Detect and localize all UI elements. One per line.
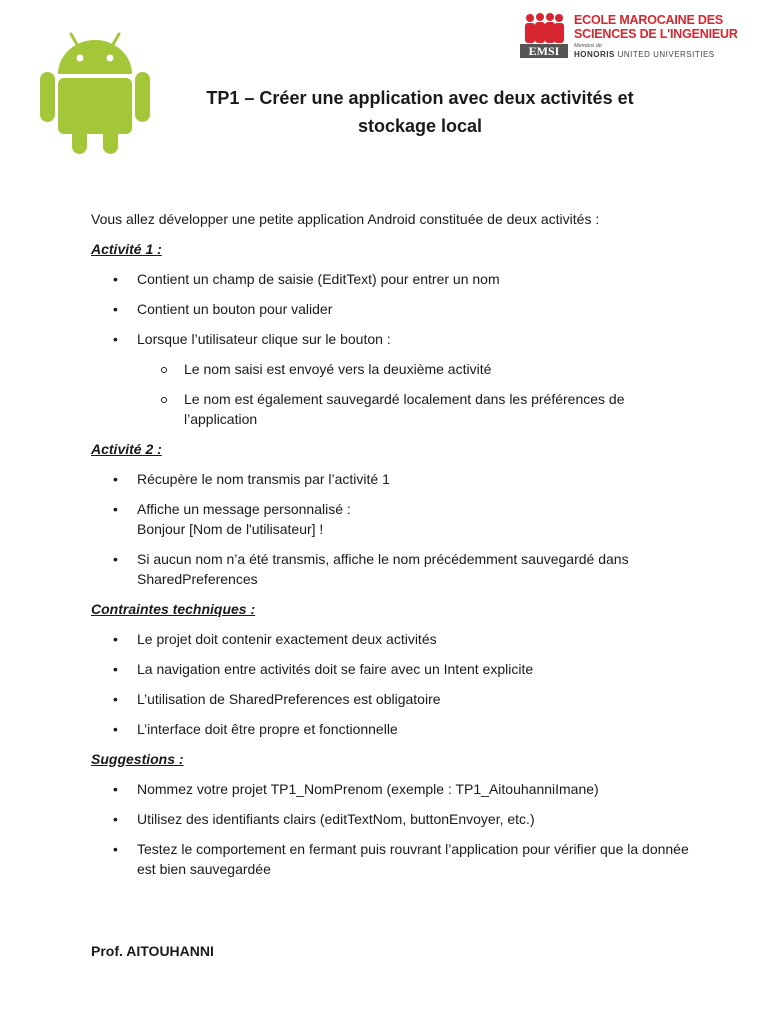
list-item: • Nommez votre projet TP1_NomPrenom (exemple : TP1_AitouhanniImane) <box>91 779 691 799</box>
list-item: • Utilisez des identifiants clairs (editTextNom, buttonEnvoyer, etc.) <box>91 809 691 829</box>
school-name-line2: SCIENCES DE L'INGENIEUR <box>574 27 738 41</box>
school-logo <box>520 12 738 62</box>
network-bold: HONORIS <box>574 50 615 59</box>
emsi-emblem-icon <box>520 12 568 60</box>
list-item: • Contient un bouton pour valider <box>91 299 691 319</box>
list-item: • Lorsque l’utilisateur clique sur le bouton : Le nom saisi est envoyé vers la deuxième activité Le nom est également sauvegardé localement dans les préférences de l’application <box>91 329 691 429</box>
sub-list-item: Le nom est également sauvegardé localement dans les préférences de l’application <box>137 389 691 429</box>
list-item: • Si aucun nom n’a été transmis, affiche le nom précédemment sauvegardé dans SharedPreferences <box>91 549 691 589</box>
activite2-list <box>91 469 691 589</box>
list-item: • Contient un champ de saisie (EditText) pour entrer un nom <box>91 269 691 289</box>
activite1-list <box>91 269 691 429</box>
section-heading-contraintes: Contraintes techniques : <box>91 601 256 617</box>
list-item: • Le projet doit contenir exactement deux activités <box>91 629 691 649</box>
list-item: • L’interface doit être propre et fonctionnelle <box>91 719 691 739</box>
list-item: • L’utilisation de SharedPreferences est obligatoire <box>91 689 691 709</box>
sub-list-item: Le nom saisi est envoyé vers la deuxième activité <box>137 359 691 379</box>
suggestions-list <box>91 779 691 879</box>
section-heading-suggestions: Suggestions : <box>91 751 184 767</box>
network-name <box>574 50 715 59</box>
school-name <box>574 13 738 41</box>
list-item: • La navigation entre activités doit se faire avec un Intent explicite <box>91 659 691 679</box>
section-heading-activite1: Activité 1 : <box>91 241 162 257</box>
intro-paragraph: Vous allez développer une petite application Android constituée de deux activités : <box>91 211 600 227</box>
list-item: • Récupère le nom transmis par l’activité 1 <box>91 469 691 489</box>
document-body <box>91 209 691 889</box>
list-item: • Testez le comportement en fermant puis rouvrant l’application pour vérifier que la donnée est bien sauvegardée <box>91 839 691 879</box>
section-heading-activite2: Activité 2 : <box>91 441 162 457</box>
page-title <box>170 84 670 140</box>
school-name-line1: ECOLE MAROCAINE DES <box>574 13 723 27</box>
contraintes-list <box>91 629 691 739</box>
title-line1: TP1 – Créer une application avec deux activités et <box>206 88 634 108</box>
author-signature: Prof. AITOUHANNI <box>91 943 214 959</box>
list-item: • Affiche un message personnalisé : Bonjour [Nom de l'utilisateur] ! <box>91 499 691 539</box>
activite1-sublist <box>137 359 691 429</box>
emblem-text: EMSI <box>528 44 560 58</box>
title-line2: stockage local <box>357 116 483 136</box>
android-robot-icon <box>38 30 152 156</box>
member-text: Membre de <box>574 43 602 49</box>
network-rest: UNITED UNIVERSITIES <box>617 50 715 59</box>
